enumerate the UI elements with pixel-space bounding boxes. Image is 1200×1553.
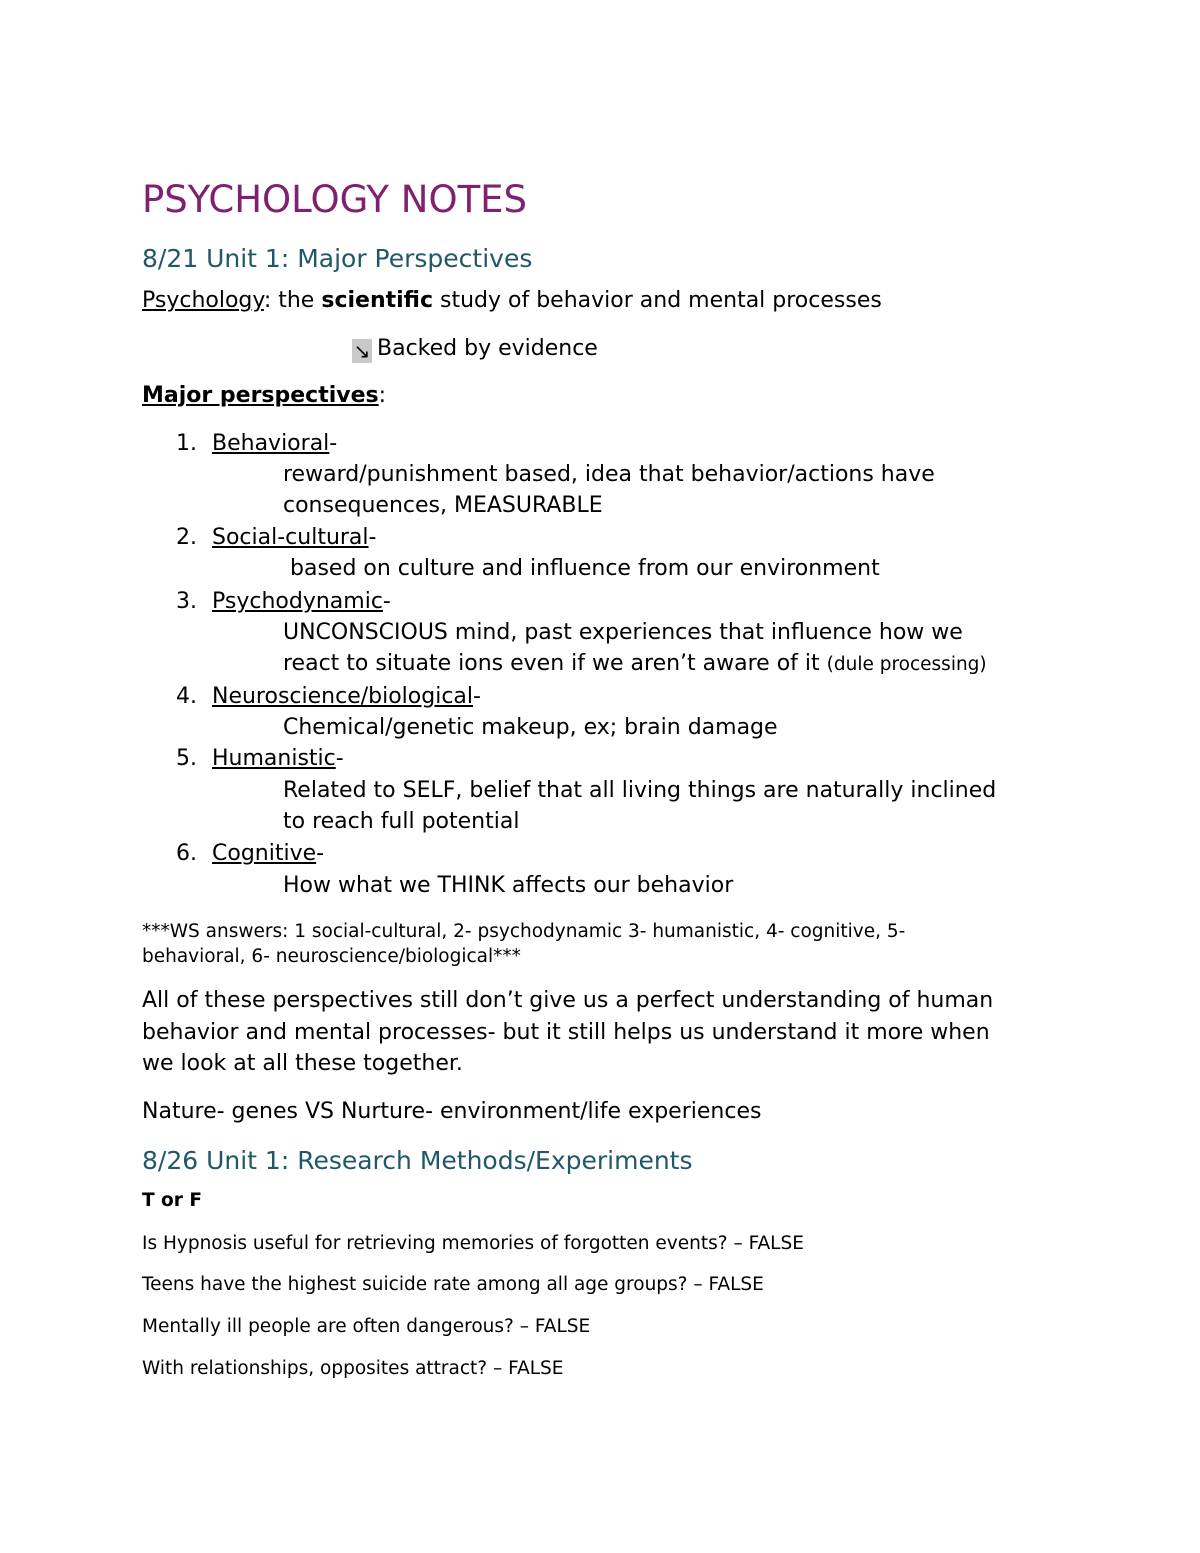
list-number: 6.	[176, 841, 197, 866]
perspective-desc-line	[283, 651, 987, 676]
perspective-desc: Chemical/genetic makeup, ex; brain damage	[283, 715, 778, 740]
perspective-desc: reward/punishment based, idea that behavior/actions have	[283, 462, 935, 487]
arrow-down-right-icon: ↘	[353, 339, 371, 363]
list-number: 5.	[176, 746, 197, 771]
perspective-name: Behavioral	[212, 431, 330, 456]
list-number: 4.	[176, 684, 197, 709]
list-item	[176, 841, 324, 866]
perspective-dash: -	[473, 684, 481, 709]
perspective-desc: based on culture and influence from our environment	[290, 556, 880, 581]
list-item	[176, 431, 337, 456]
perspective-desc: to reach full potential	[283, 809, 520, 834]
perspective-desc: Related to SELF, belief that all living things are naturally inclined	[283, 778, 997, 803]
perspective-dash: -	[335, 746, 344, 771]
list-number: 2.	[176, 525, 197, 550]
perspective-aside: (dule processing)	[826, 654, 987, 675]
perspective-desc: react to situate ions even if we aren’t aware of it	[283, 651, 820, 676]
perspective-dash: -	[382, 589, 391, 614]
perspective-name: Humanistic	[212, 746, 336, 771]
perspective-desc: consequences, MEASURABLE	[283, 493, 603, 518]
question-item: Is Hypnosis useful for retrieving memories of forgotten events? – FALSE	[142, 1233, 804, 1254]
document-title: PSYCHOLOGY NOTES	[142, 178, 528, 221]
definition-colon: : the	[263, 288, 322, 313]
nature-nurture: Nature- genes VS Nurture- environment/life experiences	[142, 1099, 762, 1124]
list-item	[176, 684, 481, 709]
definition-term: Psychology	[142, 288, 264, 313]
arrow-note-line	[352, 336, 598, 363]
perspective-name: Cognitive	[212, 841, 317, 866]
perspective-dash: -	[368, 525, 377, 550]
arrow-note: Backed by evidence	[377, 336, 598, 361]
perspective-name: Neuroscience/biological	[212, 684, 474, 709]
summary-line: All of these perspectives still don’t give us a perfect understanding of human	[142, 988, 994, 1013]
definition-rest: study of behavior and mental processes	[433, 288, 882, 313]
major-perspectives-label: Major perspectives	[142, 383, 379, 408]
true-false-label: T or F	[142, 1190, 202, 1211]
perspective-name: Social-cultural	[212, 525, 369, 550]
definition-bold-word: scientific	[321, 288, 434, 313]
psychology-definition	[142, 288, 882, 313]
ws-answers-line: ***WS answers: 1 social-cultural, 2- psychodynamic 3- humanistic, 4- cognitive, 5-	[142, 921, 906, 942]
perspective-dash: -	[316, 841, 325, 866]
section-heading-major-perspectives: 8/21 Unit 1: Major Perspectives	[142, 244, 533, 273]
question-item: Mentally ill people are often dangerous? – FALSE	[142, 1316, 591, 1337]
list-item	[176, 746, 344, 771]
summary-line: we look at all these together.	[142, 1051, 463, 1076]
perspective-desc: How what we THINK affects our behavior	[283, 873, 734, 898]
list-item	[176, 525, 376, 550]
list-number: 1.	[176, 431, 197, 456]
question-item: Teens have the highest suicide rate among all age groups? – FALSE	[142, 1274, 764, 1295]
list-number: 3.	[176, 589, 197, 614]
ws-answers-line: behavioral, 6- neuroscience/biological***	[142, 946, 521, 967]
perspective-dash: -	[329, 431, 338, 456]
major-perspectives-colon: :	[378, 383, 387, 408]
section-heading-research-methods: 8/26 Unit 1: Research Methods/Experiments	[142, 1146, 693, 1175]
perspective-desc: UNCONSCIOUS mind, past experiences that influence how we	[283, 620, 963, 645]
perspective-name: Psychodynamic	[212, 589, 383, 614]
summary-line: behavior and mental processes- but it still helps us understand it more when	[142, 1020, 990, 1045]
question-item: With relationships, opposites attract? – FALSE	[142, 1358, 564, 1379]
major-perspectives-label-line	[142, 383, 386, 408]
list-item	[176, 589, 391, 614]
